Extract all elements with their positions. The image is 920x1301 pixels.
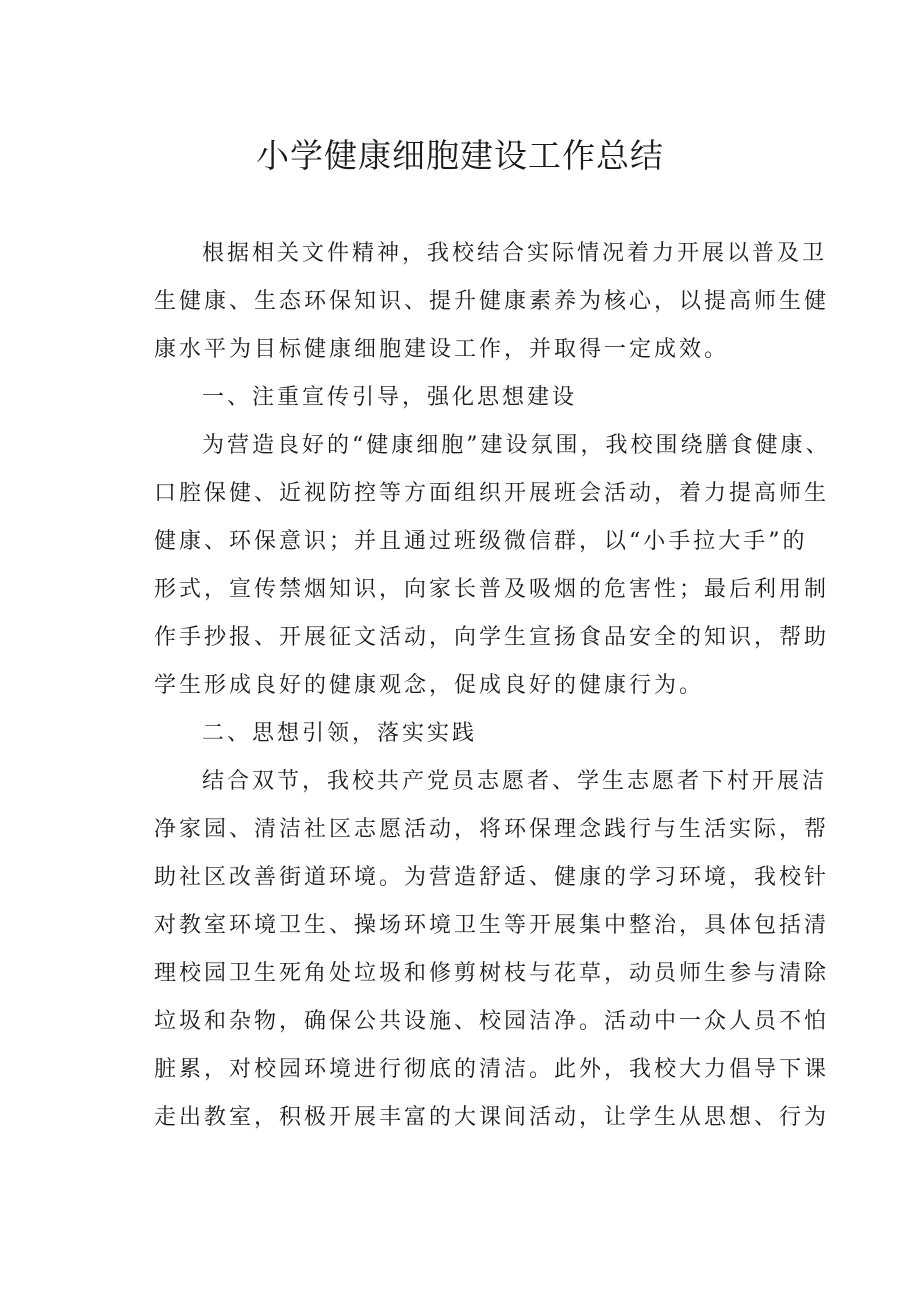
body-line: 根据相关文件精神，我校结合实际情况着力开展以普及卫 — [202, 241, 828, 266]
body-line: 形式，宣传禁烟知识，向家长普及吸烟的危害性；最后利用制 — [154, 577, 830, 602]
section-heading: 二、思想引领，落实实践 — [202, 721, 478, 746]
body-line: 为营造良好的“健康细胞”建设氛围，我校围绕膳食健康、 — [202, 433, 831, 458]
body-line: 脏累，对校园环境进行彻底的清洁。此外，我校大力倡导下课 — [154, 1057, 830, 1082]
document-body — [154, 230, 831, 1142]
section-heading: 一、注重宣传引导，强化思想建设 — [202, 385, 578, 410]
body-line: 垃圾和杂物，确保公共设施、校园洁净。活动中一众人员不怕 — [154, 1009, 830, 1034]
body-line: 作手抄报、开展征文活动，向学生宣扬食品安全的知识，帮助 — [154, 625, 830, 650]
body-line: 走出教室，积极开展丰富的大课间活动，让学生从思想、行为 — [154, 1105, 830, 1130]
body-line: 净家园、清洁社区志愿活动，将环保理念践行与生活实际，帮 — [154, 817, 830, 842]
body-line: 助社区改善街道环境。为营造舒适、健康的学习环境，我校针 — [154, 865, 830, 890]
body-line: 对教室环境卫生、操场环境卫生等开展集中整治，具体包括清 — [154, 913, 830, 938]
body-line: 结合双节，我校共产党员志愿者、学生志愿者下村开展洁 — [202, 769, 828, 794]
body-line: 学生形成良好的健康观念，促成良好的健康行为。 — [154, 673, 705, 698]
body-line: 健康、环保意识；并且通过班级微信群，以“小手拉大手”的 — [154, 529, 808, 554]
body-line: 理校园卫生死角处垃圾和修剪树枝与花草，动员师生参与清除 — [154, 961, 830, 986]
body-line: 康水平为目标健康细胞建设工作，并取得一定成效。 — [154, 337, 730, 362]
body-line: 口腔保健、近视防控等方面组织开展班会活动，着力提高师生 — [154, 481, 830, 506]
document-title: 小学健康细胞建设工作总结 — [256, 136, 664, 175]
body-line: 生健康、生态环保知识、提升健康素养为核心，以提高师生健 — [154, 289, 830, 314]
